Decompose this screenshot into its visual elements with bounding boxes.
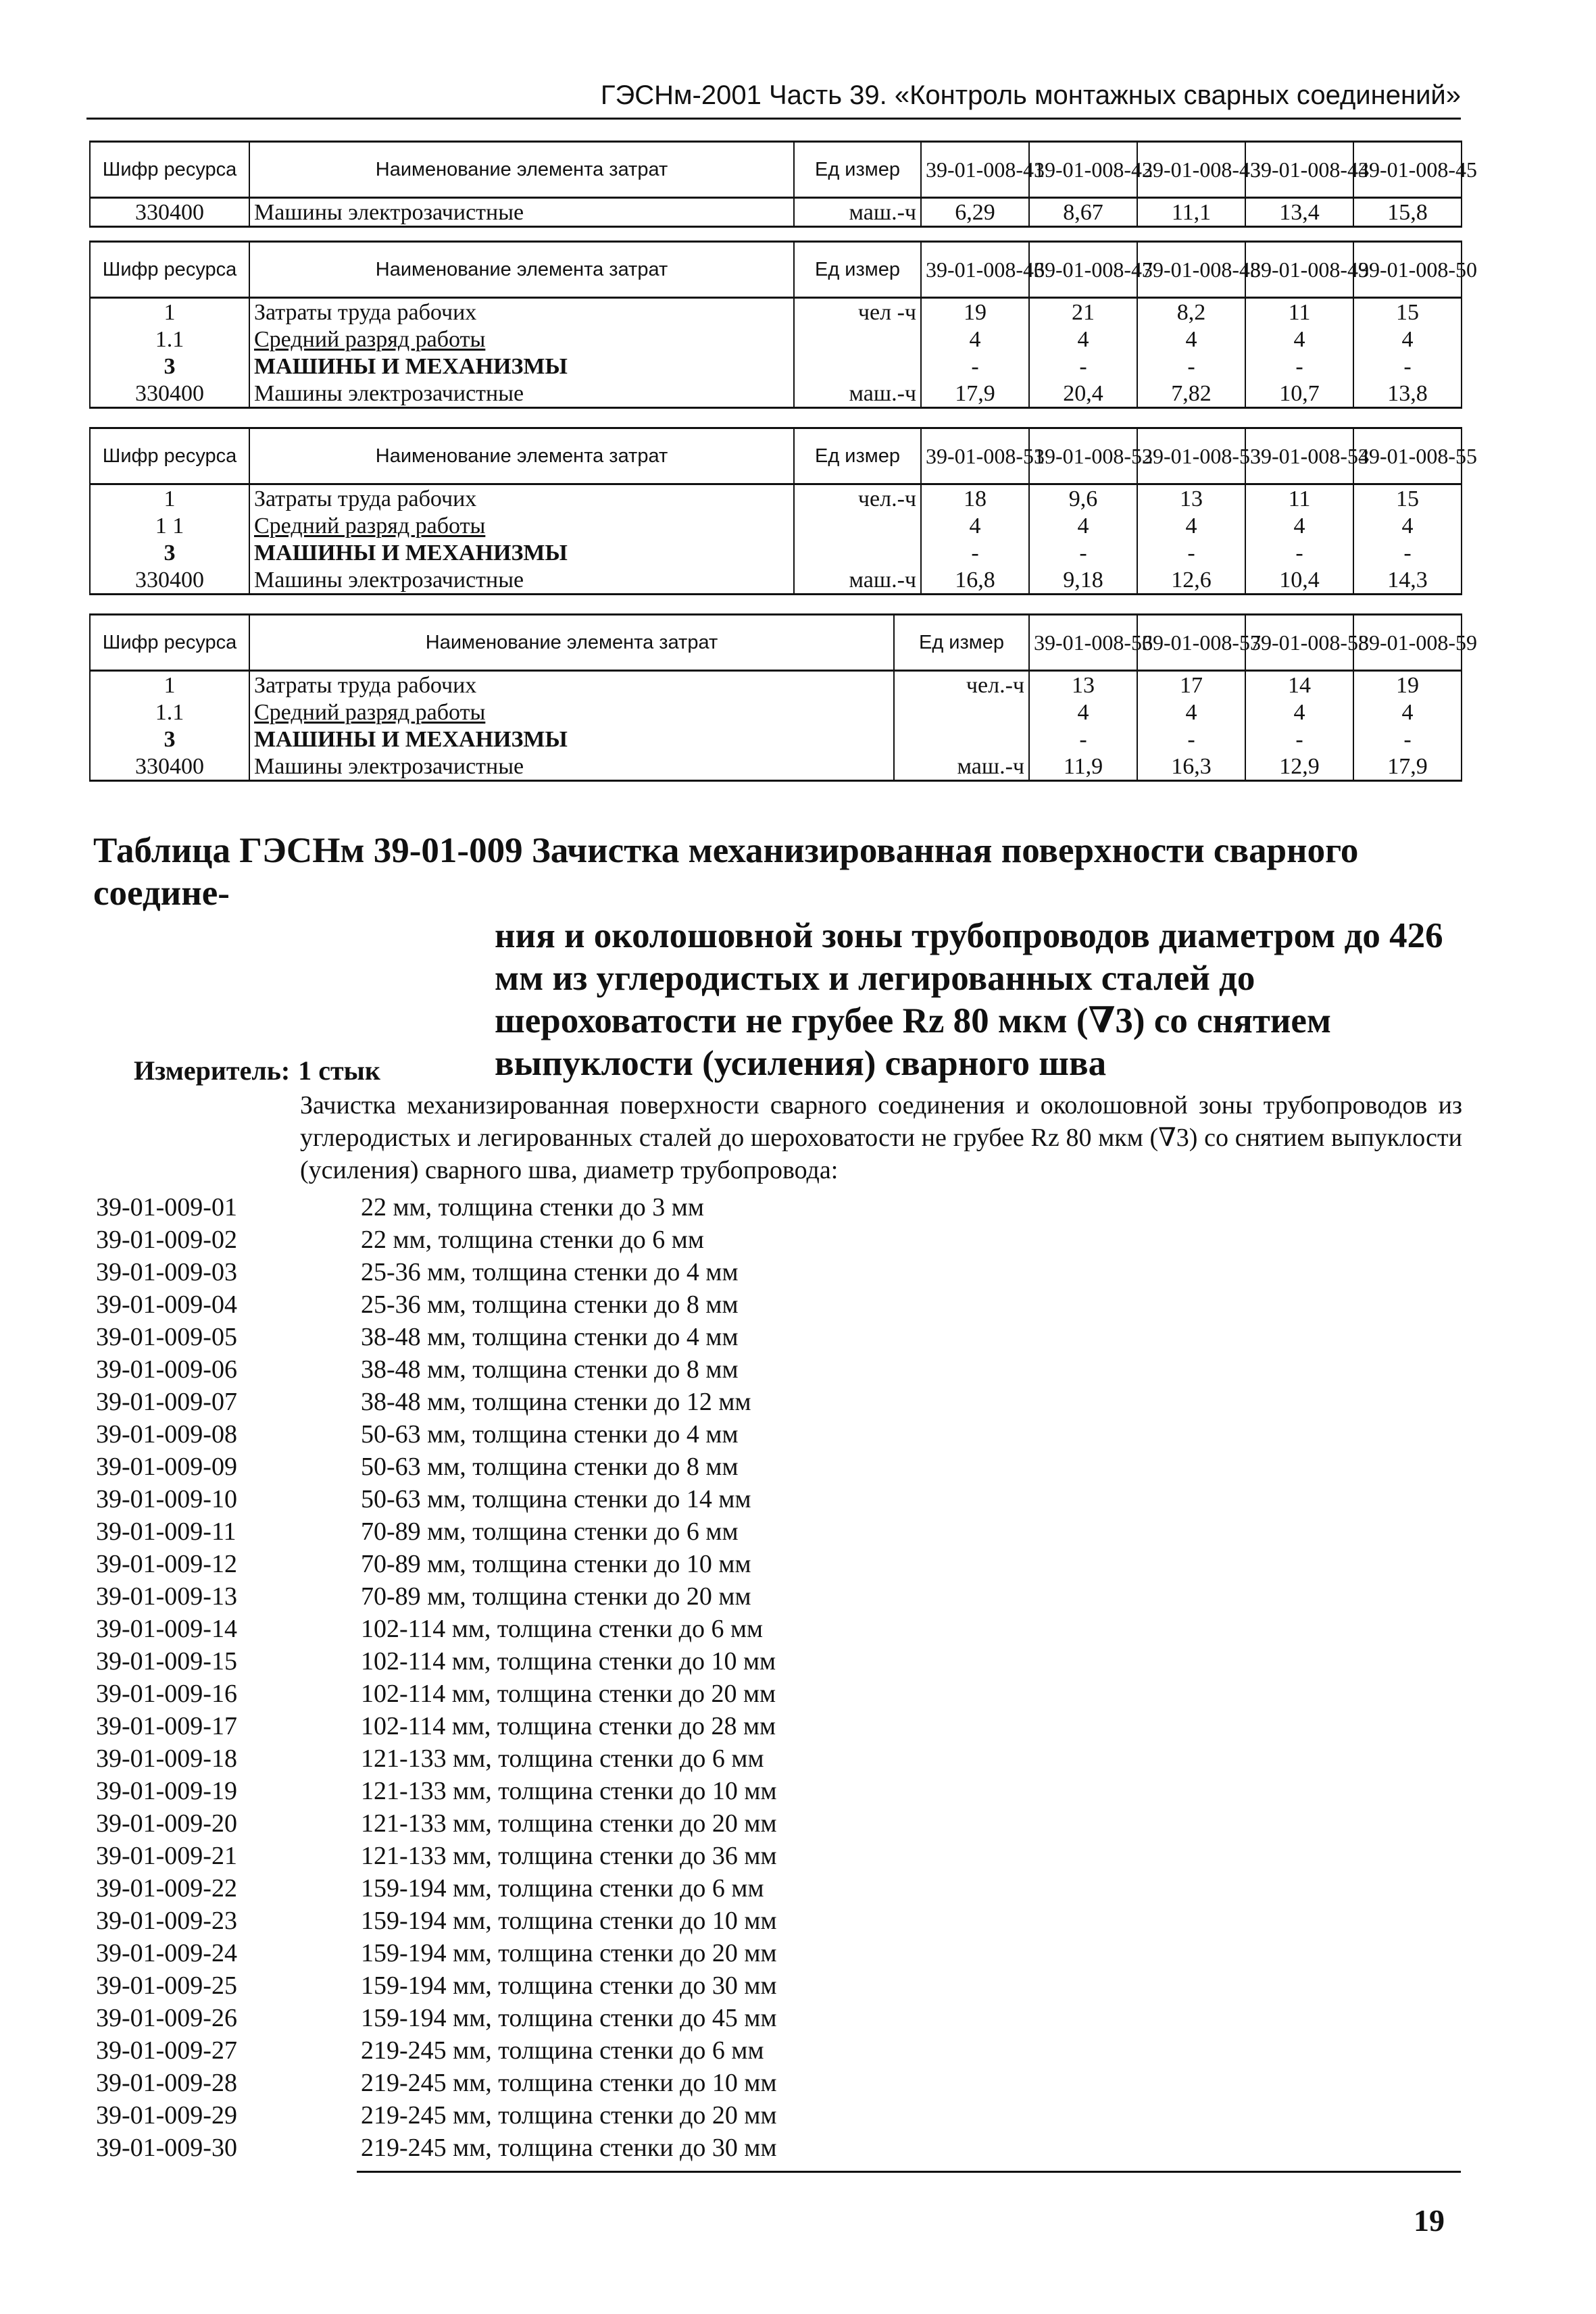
- resource-name: Машины электрозачистные: [249, 753, 894, 781]
- table-row: [90, 539, 1462, 566]
- resource-value: 21: [1029, 298, 1137, 326]
- item-code: 39-01-009-28: [96, 2069, 237, 2097]
- resource-unit: [894, 726, 1029, 753]
- resource-unit: чел.-ч: [794, 484, 921, 513]
- resource-code: 1: [90, 671, 249, 699]
- resource-name: Машины электрозачистные: [249, 380, 794, 408]
- resource-value: -: [1029, 353, 1137, 380]
- list-item: [96, 1191, 1461, 1224]
- resource-value: 11,9: [1029, 753, 1137, 781]
- resource-unit: чел -ч: [794, 298, 921, 326]
- bottom-rule: [357, 2171, 1461, 2173]
- col-name-header: Наименование элемента затрат: [249, 142, 794, 198]
- resource-value: -: [1029, 726, 1137, 753]
- table-header-row: [90, 615, 1462, 671]
- col-id-header: 39-01-008-58: [1245, 615, 1353, 671]
- item-code: 39-01-009-16: [96, 1680, 237, 1708]
- item-code: 39-01-009-27: [96, 2036, 237, 2065]
- resource-value: 4: [1353, 512, 1462, 539]
- item-code: 39-01-009-08: [96, 1420, 237, 1449]
- resource-value: 4: [1137, 512, 1245, 539]
- item-code: 39-01-009-09: [96, 1453, 237, 1481]
- resource-name: Средний разряд работы: [249, 326, 794, 353]
- list-item: [96, 2132, 1461, 2164]
- col-name-header: Наименование элемента затрат: [249, 428, 794, 484]
- resource-value: 11,1: [1137, 198, 1245, 227]
- col-code-header: Шифр ресурса: [90, 615, 249, 671]
- col-name-header: Наименование элемента затрат: [249, 615, 894, 671]
- resource-code: 330400: [90, 566, 249, 595]
- item-text: 219-245 мм, толщина стенки до 30 мм: [361, 2134, 777, 2162]
- item-code: 39-01-009-07: [96, 1388, 237, 1416]
- list-item: [96, 1580, 1461, 1613]
- list-item: [96, 1969, 1461, 2002]
- resource-value: 11: [1245, 484, 1353, 513]
- resource-value: 15: [1353, 298, 1462, 326]
- resource-value: -: [1029, 539, 1137, 566]
- list-item: [96, 1807, 1461, 1840]
- table-title-rest: ния и околошовной зоны трубопроводов диаметром до 426 мм из углеродистых и легированных сталей до шероховатости не грубее Rz 80 мкм (∇3) со снятием выпуклости (усиления) сварного шва: [495, 916, 1443, 1083]
- item-text: 38-48 мм, толщина стенки до 4 мм: [361, 1323, 739, 1351]
- list-item: [96, 1872, 1461, 1905]
- list-item: [96, 1775, 1461, 1807]
- resource-table-1: [89, 141, 1477, 228]
- list-item: [96, 1840, 1461, 1872]
- list-item: [96, 1613, 1461, 1645]
- list-item: [96, 2099, 1461, 2132]
- resource-code: 3: [90, 353, 249, 380]
- resource-name: Машины электрозачистные: [249, 198, 794, 227]
- resource-unit: маш.-ч: [794, 566, 921, 595]
- resource-value: 4: [1029, 699, 1137, 726]
- resource-value: 17,9: [921, 380, 1029, 408]
- resource-value: 19: [1353, 671, 1462, 699]
- item-code: 39-01-009-22: [96, 1874, 237, 1903]
- resource-value: 4: [1353, 326, 1462, 353]
- item-code: 39-01-009-03: [96, 1258, 237, 1286]
- item-code: 39-01-009-04: [96, 1290, 237, 1319]
- item-text: 70-89 мм, толщина стенки до 6 мм: [361, 1517, 739, 1546]
- item-text: 159-194 мм, толщина стенки до 10 мм: [361, 1907, 777, 1935]
- resource-unit: [794, 539, 921, 566]
- list-item: [96, 1451, 1461, 1483]
- table-row: [90, 566, 1462, 595]
- col-id-header: 39-01-008-44: [1245, 142, 1353, 198]
- item-code: 39-01-009-29: [96, 2101, 237, 2130]
- col-id-header: 39-01-008-41: [921, 142, 1029, 198]
- resource-value: 4: [1029, 512, 1137, 539]
- item-code: 39-01-009-21: [96, 1842, 237, 1870]
- resource-table-2: [89, 241, 1477, 409]
- resource-table-4: [89, 613, 1477, 782]
- item-text: 102-114 мм, толщина стенки до 28 мм: [361, 1712, 776, 1740]
- item-code: 39-01-009-19: [96, 1777, 237, 1805]
- resource-unit: [794, 353, 921, 380]
- resource-value: 4: [1245, 326, 1353, 353]
- table-row: [90, 512, 1462, 539]
- resource-value: 9,6: [1029, 484, 1137, 513]
- resource-value: 10,4: [1245, 566, 1353, 595]
- resource-value: 4: [1137, 699, 1245, 726]
- resource-table-3: [89, 427, 1477, 595]
- col-id-header: 39-01-008-49: [1245, 242, 1353, 298]
- resource-value: 11: [1245, 298, 1353, 326]
- item-text: 102-114 мм, толщина стенки до 10 мм: [361, 1647, 776, 1676]
- resource-name: Затраты труда рабочих: [249, 298, 794, 326]
- item-text: 50-63 мм, толщина стенки до 4 мм: [361, 1420, 739, 1449]
- item-code: 39-01-009-26: [96, 2004, 237, 2032]
- col-id-header: 39-01-008-48: [1137, 242, 1245, 298]
- list-item: [96, 1224, 1461, 1256]
- col-id-header: 39-01-008-52: [1029, 428, 1137, 484]
- resource-value: 12,9: [1245, 753, 1353, 781]
- resource-value: 13: [1029, 671, 1137, 699]
- item-code: 39-01-009-13: [96, 1582, 237, 1611]
- page-number: 19: [1414, 2203, 1445, 2238]
- resource-value: 4: [921, 326, 1029, 353]
- col-id-header: 39-01-008-59: [1353, 615, 1462, 671]
- resource-value: -: [921, 353, 1029, 380]
- section-heading: МАШИНЫ И МЕХАНИЗМЫ: [249, 353, 794, 380]
- col-id-header: 39-01-008-51: [921, 428, 1029, 484]
- list-item: [96, 2067, 1461, 2099]
- running-header: ГЭСНм-2001 Часть 39. «Контроль монтажных сварных соединений»: [86, 76, 1461, 120]
- table-row: [90, 484, 1462, 513]
- item-code: 39-01-009-23: [96, 1907, 237, 1935]
- list-item: [96, 1548, 1461, 1580]
- resource-value: -: [1245, 539, 1353, 566]
- item-text: 121-133 мм, толщина стенки до 6 мм: [361, 1744, 764, 1773]
- col-id-header: 39-01-008-46: [921, 242, 1029, 298]
- item-code: 39-01-009-30: [96, 2134, 237, 2162]
- resource-value: -: [1353, 539, 1462, 566]
- list-item: [96, 1710, 1461, 1742]
- resource-name: Машины электрозачистные: [249, 566, 794, 595]
- list-item: [96, 1386, 1461, 1418]
- col-id-header: 39-01-008-57: [1137, 615, 1245, 671]
- resource-code: 3: [90, 539, 249, 566]
- resource-value: 16,8: [921, 566, 1029, 595]
- col-id-header: 39-01-008-43: [1137, 142, 1245, 198]
- resource-value: 16,3: [1137, 753, 1245, 781]
- item-text: 102-114 мм, толщина стенки до 6 мм: [361, 1615, 764, 1643]
- table-row: [90, 699, 1462, 726]
- item-text: 22 мм, толщина стенки до 3 мм: [361, 1193, 704, 1222]
- resource-value: -: [1245, 726, 1353, 753]
- item-text: 159-194 мм, толщина стенки до 6 мм: [361, 1874, 764, 1903]
- section-heading: МАШИНЫ И МЕХАНИЗМЫ: [249, 539, 794, 566]
- resource-value: 18: [921, 484, 1029, 513]
- table-row: [90, 298, 1462, 326]
- list-item: [96, 2002, 1461, 2034]
- item-text: 70-89 мм, толщина стенки до 20 мм: [361, 1582, 751, 1611]
- list-item: [96, 1288, 1461, 1321]
- item-text: 219-245 мм, толщина стенки до 20 мм: [361, 2101, 777, 2130]
- resource-code: 330400: [90, 198, 249, 227]
- table-row: [90, 353, 1462, 380]
- list-item: [96, 1742, 1461, 1775]
- col-id-header: 39-01-008-47: [1029, 242, 1137, 298]
- item-text: 50-63 мм, толщина стенки до 8 мм: [361, 1453, 739, 1481]
- resource-value: -: [1353, 726, 1462, 753]
- item-code: 39-01-009-15: [96, 1647, 237, 1676]
- resource-value: -: [1137, 353, 1245, 380]
- resource-unit: маш.-ч: [894, 753, 1029, 781]
- item-text: 38-48 мм, толщина стенки до 12 мм: [361, 1388, 751, 1416]
- item-text: 70-89 мм, толщина стенки до 10 мм: [361, 1550, 751, 1578]
- col-code-header: Шифр ресурса: [90, 242, 249, 298]
- list-item: [96, 2034, 1461, 2067]
- resource-code: 1.1: [90, 699, 249, 726]
- table-row: [90, 671, 1462, 699]
- resource-code: 330400: [90, 753, 249, 781]
- resource-name: Средний разряд работы: [249, 512, 794, 539]
- resource-value: 9,18: [1029, 566, 1137, 595]
- list-item: [96, 1256, 1461, 1288]
- table-row: [90, 753, 1462, 781]
- resource-value: 8,67: [1029, 198, 1137, 227]
- item-text: 25-36 мм, толщина стенки до 4 мм: [361, 1258, 739, 1286]
- resource-value: 4: [1245, 699, 1353, 726]
- col-id-header: 39-01-008-50: [1353, 242, 1462, 298]
- resource-value: 4: [1353, 699, 1462, 726]
- resource-code: 1: [90, 484, 249, 513]
- col-unit-header: Ед измер: [794, 428, 921, 484]
- resource-value: -: [1245, 353, 1353, 380]
- item-text: 159-194 мм, толщина стенки до 30 мм: [361, 1971, 777, 2000]
- col-id-header: 39-01-008-42: [1029, 142, 1137, 198]
- table-title: [93, 830, 1465, 1085]
- list-item: [96, 1418, 1461, 1451]
- resource-unit: чел.-ч: [894, 671, 1029, 699]
- resource-value: 20,4: [1029, 380, 1137, 408]
- item-code: 39-01-009-01: [96, 1193, 237, 1222]
- resource-value: 8,2: [1137, 298, 1245, 326]
- resource-value: -: [1353, 353, 1462, 380]
- resource-unit: маш.-ч: [794, 198, 921, 227]
- resource-value: -: [1137, 726, 1245, 753]
- list-item: [96, 1937, 1461, 1969]
- table-header-row: [90, 142, 1462, 198]
- resource-value: 14,3: [1353, 566, 1462, 595]
- table-header-row: [90, 242, 1462, 298]
- item-code: 39-01-009-18: [96, 1744, 237, 1773]
- resource-value: 4: [1137, 326, 1245, 353]
- item-code: 39-01-009-06: [96, 1355, 237, 1384]
- resource-value: 17: [1137, 671, 1245, 699]
- item-code: 39-01-009-20: [96, 1809, 237, 1838]
- col-code-header: Шифр ресурса: [90, 428, 249, 484]
- resource-value: 4: [1245, 512, 1353, 539]
- list-item: [96, 1353, 1461, 1386]
- resource-name: Средний разряд работы: [249, 699, 894, 726]
- resource-value: 19: [921, 298, 1029, 326]
- table-header-row: [90, 428, 1462, 484]
- resource-value: 12,6: [1137, 566, 1245, 595]
- table-row: [90, 726, 1462, 753]
- resource-value: 4: [921, 512, 1029, 539]
- list-item: [96, 1515, 1461, 1548]
- item-code: 39-01-009-24: [96, 1939, 237, 1967]
- item-text: 22 мм, толщина стенки до 6 мм: [361, 1226, 704, 1254]
- list-item: [96, 1483, 1461, 1515]
- measurement-value: 1 стык: [298, 1055, 380, 1086]
- item-text: 219-245 мм, толщина стенки до 10 мм: [361, 2069, 777, 2097]
- item-code: 39-01-009-11: [96, 1517, 236, 1546]
- resource-unit: [794, 512, 921, 539]
- list-item: [96, 1645, 1461, 1678]
- table-row: [90, 198, 1462, 227]
- resource-code: 1.1: [90, 326, 249, 353]
- list-item: [96, 1321, 1461, 1353]
- item-text: 121-133 мм, толщина стенки до 10 мм: [361, 1777, 777, 1805]
- resource-unit: маш.-ч: [794, 380, 921, 408]
- item-code: 39-01-009-10: [96, 1485, 237, 1513]
- resource-code: 1 1: [90, 512, 249, 539]
- item-text: 25-36 мм, толщина стенки до 8 мм: [361, 1290, 739, 1319]
- item-text: 38-48 мм, толщина стенки до 8 мм: [361, 1355, 739, 1384]
- col-id-header: 39-01-008-53: [1137, 428, 1245, 484]
- resource-value: 6,29: [921, 198, 1029, 227]
- work-description: Зачистка механизированная поверхности сварного соединения и околошовной зоны трубопроводов из углеродистых и легированных сталей до шероховатости не грубее Rz 80 мкм (∇3) со снятием выпуклости (усиления) сварного шва, диаметр трубопровода:: [300, 1091, 1462, 1184]
- resource-value: 15: [1353, 484, 1462, 513]
- item-code: 39-01-009-02: [96, 1226, 237, 1254]
- resource-value: 13: [1137, 484, 1245, 513]
- item-text: 121-133 мм, толщина стенки до 36 мм: [361, 1842, 777, 1870]
- list-item: [96, 1678, 1461, 1710]
- resource-code: 1: [90, 298, 249, 326]
- col-code-header: Шифр ресурса: [90, 142, 249, 198]
- col-id-header: 39-01-008-55: [1353, 428, 1462, 484]
- item-text: 102-114 мм, толщина стенки до 20 мм: [361, 1680, 776, 1708]
- col-unit-header: Ед измер: [894, 615, 1029, 671]
- item-code: 39-01-009-17: [96, 1712, 237, 1740]
- measurement-label: Измеритель:: [134, 1055, 291, 1086]
- resource-code: 3: [90, 726, 249, 753]
- resource-value: 15,8: [1353, 198, 1462, 227]
- resource-code: 330400: [90, 380, 249, 408]
- item-text: 219-245 мм, толщина стенки до 6 мм: [361, 2036, 764, 2065]
- table-title-lead: Таблица ГЭСНм 39-01-009 Зачистка механизированная поверхности сварного соедине-: [93, 831, 1359, 913]
- item-text: 50-63 мм, толщина стенки до 14 мм: [361, 1485, 751, 1513]
- table-row: [90, 326, 1462, 353]
- list-item: [96, 1905, 1461, 1937]
- measurement-unit: [134, 1055, 380, 1086]
- resource-unit: [894, 699, 1029, 726]
- item-text: 121-133 мм, толщина стенки до 20 мм: [361, 1809, 777, 1838]
- table-row: [90, 380, 1462, 408]
- resource-value: 14: [1245, 671, 1353, 699]
- resource-value: -: [921, 539, 1029, 566]
- col-id-header: 39-01-008-56: [1029, 615, 1137, 671]
- resource-value: 10,7: [1245, 380, 1353, 408]
- item-code: 39-01-009-05: [96, 1323, 237, 1351]
- col-id-header: 39-01-008-54: [1245, 428, 1353, 484]
- item-text: 159-194 мм, толщина стенки до 20 мм: [361, 1939, 777, 1967]
- col-name-header: Наименование элемента затрат: [249, 242, 794, 298]
- resource-value: 4: [1029, 326, 1137, 353]
- col-unit-header: Ед измер: [794, 242, 921, 298]
- item-code: 39-01-009-14: [96, 1615, 237, 1643]
- item-list: [96, 1191, 1461, 2164]
- resource-value: 13,8: [1353, 380, 1462, 408]
- resource-value: 13,4: [1245, 198, 1353, 227]
- resource-value: -: [1137, 539, 1245, 566]
- resource-name: Затраты труда рабочих: [249, 484, 794, 513]
- col-id-header: 39-01-008-45: [1353, 142, 1462, 198]
- resource-name: Затраты труда рабочих: [249, 671, 894, 699]
- resource-unit: [794, 326, 921, 353]
- col-unit-header: Ед измер: [794, 142, 921, 198]
- section-heading: МАШИНЫ И МЕХАНИЗМЫ: [249, 726, 894, 753]
- item-code: 39-01-009-12: [96, 1550, 237, 1578]
- resource-value: 7,82: [1137, 380, 1245, 408]
- resource-value: 17,9: [1353, 753, 1462, 781]
- item-text: 159-194 мм, толщина стенки до 45 мм: [361, 2004, 777, 2032]
- item-code: 39-01-009-25: [96, 1971, 237, 2000]
